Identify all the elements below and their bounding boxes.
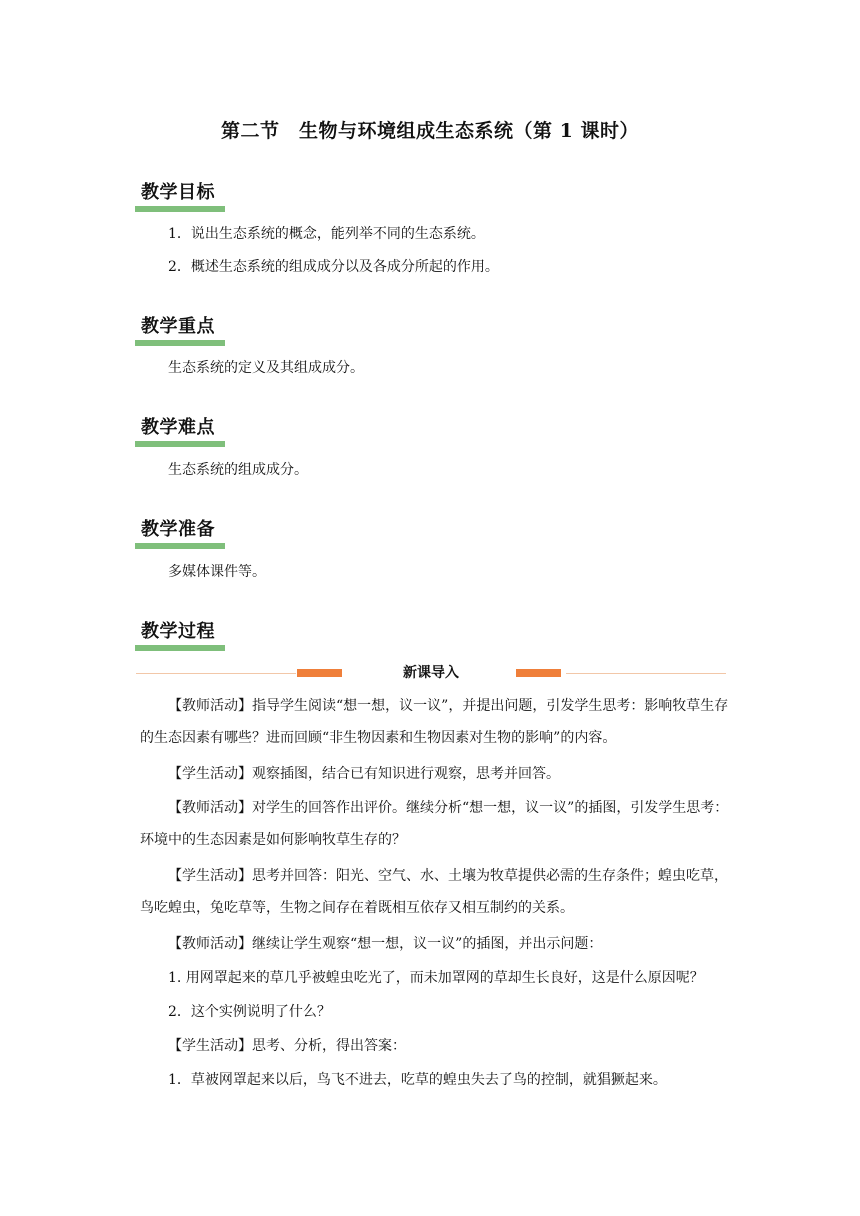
section-heading-label: 教学目标: [141, 182, 215, 203]
objective-item: 2．概述生态系统的组成成分以及各成分所起的作用。: [168, 259, 499, 275]
section-heading-label: 教学准备: [141, 519, 215, 540]
heading-underline: [135, 645, 225, 651]
process-paragraph: 【学生活动】思考、分析，得出答案：: [168, 1038, 406, 1054]
heading-underline: [135, 441, 225, 447]
section-heading-difficulties: [135, 413, 227, 447]
divider-label: 新课导入: [403, 665, 459, 681]
heading-underline: [135, 340, 225, 346]
heading-underline: [135, 543, 225, 549]
section-heading-process: [135, 617, 227, 651]
process-paragraph: 2．这个实例说明了什么？: [168, 1004, 331, 1020]
preparation-text: 多媒体课件等。: [168, 564, 266, 580]
subsection-divider: [136, 665, 726, 681]
section-heading-label: 教学重点: [141, 316, 215, 337]
process-paragraph: 【教师活动】指导学生阅读“想一想，议一议”，并提出问题，引发学生思考：影响牧草生存的生态因素有哪些？进而回顾“非生物因素和生物因素对生物的影响”的内容。: [140, 698, 729, 746]
process-paragraph: 【学生活动】思考并回答：阳光、空气、水、土壤为牧草提供必需的生存条件；蝗虫吃草，鸟吃蝗虫，兔吃草等，生物之间存在着既相互依存又相互制约的关系。: [140, 868, 728, 916]
difficulties-text: 生态系统的组成成分。: [168, 462, 308, 478]
process-paragraph: 【教师活动】对学生的回答作出评价。继续分析“想一想，议一议”的插图，引发学生思考：环境中的生态因素是如何影响牧草生存的？: [140, 800, 729, 848]
section-heading-label: 教学过程: [141, 621, 215, 642]
process-paragraph: 1．草被网罩起来以后，鸟飞不进去，吃草的蝗虫失去了鸟的控制，就猖獗起来。: [168, 1072, 667, 1088]
divider-line-right: [566, 673, 726, 674]
process-paragraph: 1. 用网罩起来的草几乎被蝗虫吃光了，而未加罩网的草却生长良好，这是什么原因呢？: [168, 970, 704, 986]
process-paragraph: 【学生活动】观察插图，结合已有知识进行观察，思考并回答。: [168, 766, 560, 782]
section-heading-key-points: [135, 312, 227, 346]
divider-block-right: [516, 669, 561, 677]
page-title: 第二节 生物与环境组成生态系统（第 1 课时）: [221, 120, 639, 142]
objective-item: 1．说出生态系统的概念，能列举不同的生态系统。: [168, 226, 485, 242]
heading-underline: [135, 206, 225, 212]
section-heading-preparation: [135, 515, 227, 549]
process-paragraph: 【教师活动】继续让学生观察“想一想，议一议”的插图，并出示问题：: [168, 936, 603, 952]
section-heading-objectives: [135, 178, 227, 212]
key-points-text: 生态系统的定义及其组成成分。: [168, 360, 364, 376]
section-heading-label: 教学难点: [141, 417, 215, 438]
